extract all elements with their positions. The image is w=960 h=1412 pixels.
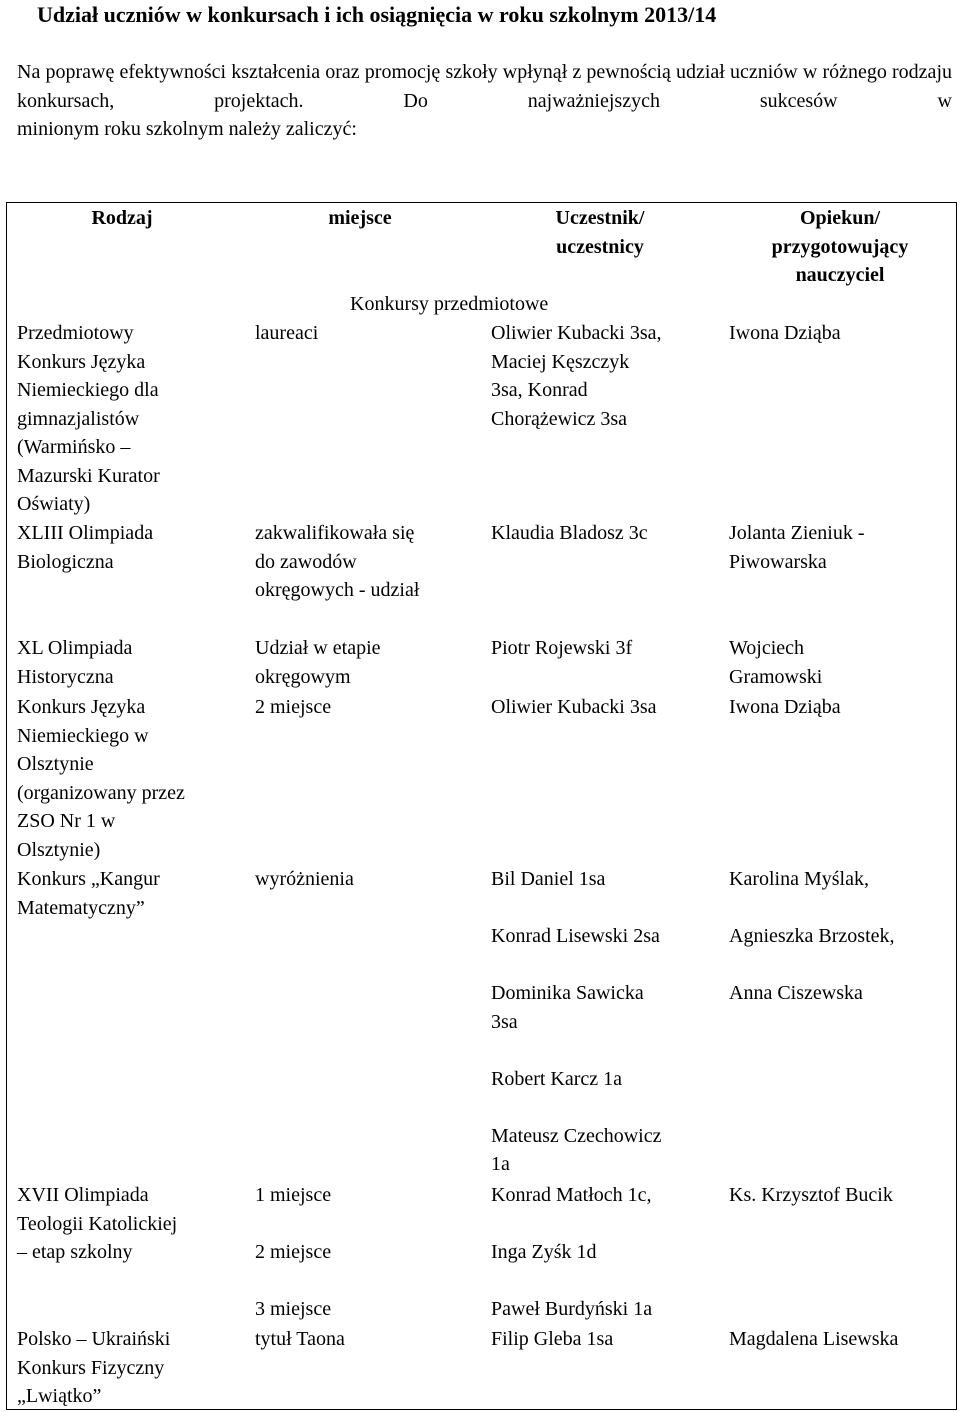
row-opiekun: Wojciech Gramowski (729, 637, 823, 688)
row-uczestnik: Oliwier Kubacki 3sa, Maciej Kęszczyk 3sa, Konrad Chorążewicz 3sa (491, 322, 662, 430)
row-miejsce: wyróżnienia (255, 868, 354, 890)
header-uczestnik: Uczestnik/ uczestnicy (555, 207, 645, 258)
row-uczestnik: Bil Daniel 1sa Konrad Lisewski 2sa Dominika Sawicka 3sa Robert Karcz 1a Mateusz Czechowicz 1a (491, 868, 662, 1175)
header-opiekun: Opiekun/ przygotowujący nauczyciel (771, 207, 909, 286)
row-rodzaj: XL Olimpiada Historyczna (17, 637, 133, 688)
row-opiekun: Karolina Myślak, Agnieszka Brzostek, Anna Ciszewska (729, 868, 895, 1004)
intro-text: Na poprawę efektywności kształcenia oraz promocję szkoły wpłynął z pewnością udział uczniów w różnego rodzaju konkursach, projektach. Do najważniejszych sukcesów w (17, 61, 952, 112)
row-opiekun: Ks. Krzysztof Bucik (729, 1184, 893, 1206)
row-rodzaj: Konkurs „Kangur Matematyczny” (17, 868, 160, 919)
row-miejsce: zakwalifikowała się do zawodów okręgowych - udział (255, 522, 420, 601)
row-miejsce: 2 miejsce (255, 696, 332, 718)
row-rodzaj: Konkurs Języka Niemieckiego w Olsztynie (organizowany przez ZSO Nr 1 w Olsztynie) (17, 696, 185, 861)
row-rodzaj: Przedmiotowy Konkurs Języka Niemieckiego dla gimnazjalistów (Warmińsko – Mazurski Kurator Oświaty) (17, 322, 160, 515)
row-miejsce: Udział w etapie okręgowym (255, 637, 381, 688)
row-uczestnik: Filip Gleba 1sa (491, 1328, 614, 1350)
page-title: Udział uczniów w konkursach i ich osiągnięcia w roku szkolnym 2013/14 (37, 2, 717, 27)
row-opiekun: Magdalena Lisewska (729, 1328, 899, 1350)
row-rodzaj: XLIII Olimpiada Biologiczna (17, 522, 154, 573)
section-konkursy-przedmiotowe: Konkursy przedmiotowe (350, 293, 549, 315)
row-miejsce: tytuł Taona (255, 1328, 345, 1350)
row-rodzaj: Polsko – Ukraiński Konkurs Fizyczny „Lwiątko” (17, 1328, 171, 1407)
intro-text-end: minionym roku szkolnym należy zaliczyć: (17, 118, 357, 140)
header-miejsce: miejsce (328, 207, 392, 229)
row-opiekun: Iwona Dziąba (729, 696, 841, 718)
row-rodzaj: XVII Olimpiada Teologii Katolickiej – etap szkolny (17, 1184, 178, 1263)
row-uczestnik: Oliwier Kubacki 3sa (491, 696, 657, 718)
row-miejsce: laureaci (255, 322, 319, 344)
row-opiekun: Jolanta Zieniuk - Piwowarska (729, 522, 865, 573)
row-uczestnik: Klaudia Bladosz 3c (491, 522, 648, 544)
intro-paragraph (17, 58, 952, 144)
row-opiekun: Iwona Dziąba (729, 322, 841, 344)
row-miejsce: 1 miejsce 2 miejsce 3 miejsce (255, 1184, 332, 1320)
row-uczestnik: Piotr Rojewski 3f (491, 637, 633, 659)
header-rodzaj: Rodzaj (91, 207, 153, 229)
row-uczestnik: Konrad Matłoch 1c, Inga Zyśk 1d Paweł Burdyński 1a (491, 1184, 653, 1320)
